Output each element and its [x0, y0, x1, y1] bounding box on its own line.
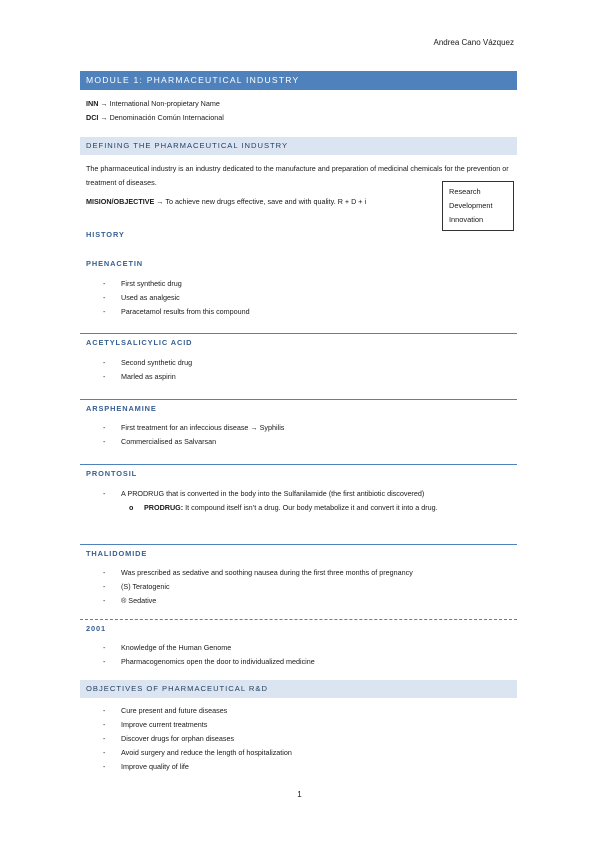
page-number: 1	[297, 790, 302, 799]
bullet-dash: -	[103, 643, 106, 652]
bullet-dash: -	[103, 762, 106, 771]
bullet-dash: -	[103, 657, 106, 666]
rdi-box	[442, 181, 514, 231]
list-item	[103, 706, 227, 715]
list-item-text: Knowledge of the Human Genome	[121, 643, 232, 652]
list-item-text: Discover drugs for orphan diseases	[121, 734, 235, 743]
list-item	[103, 307, 250, 316]
list-item	[103, 279, 182, 288]
list-item	[103, 568, 413, 577]
list-item-text: Improve quality of life	[121, 762, 189, 771]
bullet-dash: -	[103, 279, 106, 288]
history-heading: HISTORY	[86, 230, 125, 239]
list-item	[103, 489, 424, 498]
thalidomide-heading: THALIDOMIDE	[86, 549, 148, 558]
list-item-text: Pharmacogenomics open the door to individualized medicine	[121, 657, 315, 666]
list-item-text: Improve current treatments	[121, 720, 208, 729]
section-heading-objectives: OBJECTIVES OF PHARMACEUTICAL R&D	[80, 680, 517, 698]
list-item-text: Second synthetic drug	[121, 358, 193, 367]
list-item-text: Avoid surgery and reduce the length of hospitalization	[121, 748, 292, 757]
list-item-text: Was prescribed as sedative and soothing nausea during the first three months of pregnancy	[121, 568, 413, 577]
bullet-dash: -	[103, 307, 106, 316]
bullet-dash: -	[103, 596, 106, 605]
bullet-dash: -	[103, 437, 106, 446]
bullet-dash: -	[103, 358, 106, 367]
module-title: MODULE 1: PHARMACEUTICAL INDUSTRY	[80, 71, 517, 90]
list-item-text: ® Sedative	[121, 596, 157, 605]
definition-abbr: DCI	[86, 113, 99, 122]
mission-line	[86, 197, 366, 206]
bullet-dash: -	[103, 568, 106, 577]
prontosil-heading: PRONTOSIL	[86, 469, 138, 478]
arrow-icon: →	[156, 197, 164, 206]
list-item-text: (S) Teratogenic	[121, 582, 170, 591]
bullet-dash: -	[103, 423, 106, 432]
rdi-research: Research	[449, 187, 481, 196]
list-item	[103, 734, 234, 743]
list-item-text: First treatment for an infeccious disease → Syphilis	[121, 423, 285, 432]
list-item-text: Used as analgesic	[121, 293, 180, 302]
list-item-text: Commercialised as Salvarsan	[121, 437, 217, 446]
list-item-text: Paracetamol results from this compound	[121, 307, 250, 316]
list-item	[103, 293, 180, 302]
bullet-dash: -	[103, 489, 106, 498]
mission-text: To achieve new drugs effective, save and with quality. R + D + i	[165, 197, 367, 206]
section-rule	[80, 464, 517, 465]
list-item-text: Marled as aspirin	[121, 372, 176, 381]
list-item-text: A PRODRUG that is converted in the body into the Sulfanilamide (the first antibiotic discovered)	[121, 489, 425, 498]
arsphenamine-heading: ARSPHENAMINE	[86, 404, 157, 413]
rdi-development: Development	[449, 201, 493, 210]
bullet-dash: -	[103, 734, 106, 743]
list-item	[103, 720, 207, 729]
list-item	[103, 643, 231, 652]
definition-dci	[86, 113, 224, 122]
list-item	[103, 762, 189, 771]
list-item	[103, 582, 170, 591]
definition-abbr: INN	[86, 99, 99, 108]
bullet-dash: -	[103, 582, 106, 591]
phenacetin-heading: PHENACETIN	[86, 259, 144, 268]
arrow-icon: →	[100, 99, 108, 108]
sub-bullet-marker: o	[129, 503, 134, 512]
prodrug-text: It compound itself isn’t a drug. Our body metabolize it and convert it into a drug.	[185, 503, 438, 512]
bullet-dash: -	[103, 706, 106, 715]
author-name: Andrea Cano Vázquez	[433, 38, 514, 47]
section-rule	[80, 333, 517, 334]
defining-paragraph: The pharmaceutical industry is an industry dedicated to the manufacture and preparation of medicinal chemicals for the prevention or treatment of diseases.	[86, 164, 509, 187]
bullet-dash: -	[103, 372, 106, 381]
list-item-text: Cure present and future diseases	[121, 706, 228, 715]
list-item	[103, 657, 315, 666]
list-item-text: First synthetic drug	[121, 279, 182, 288]
section-rule	[80, 399, 517, 400]
list-item	[103, 372, 176, 381]
mission-label: MISION/OBJECTIVE	[86, 197, 155, 206]
definition-inn	[86, 99, 220, 108]
list-item	[103, 423, 284, 432]
definition-text: International Non-propietary Name	[109, 99, 220, 108]
arrow-icon: →	[100, 113, 108, 122]
section-rule	[80, 619, 517, 620]
acetylsalicylic-heading: ACETYLSALICYLIC ACID	[86, 338, 193, 347]
list-item	[103, 748, 292, 757]
bullet-dash: -	[103, 720, 106, 729]
section-heading-defining: DEFINING THE PHARMACEUTICAL INDUSTRY	[80, 137, 517, 155]
section-rule	[80, 544, 517, 545]
bullet-dash: -	[103, 748, 106, 757]
sub-list-item	[129, 501, 514, 515]
list-item	[103, 437, 216, 446]
rdi-innovation: Innovation	[449, 215, 484, 224]
bullet-dash: -	[103, 293, 106, 302]
year-2001-heading: 2001	[86, 624, 107, 633]
prodrug-label: PRODRUG:	[144, 503, 184, 512]
definition-text: Denominación Común Internacional	[109, 113, 224, 122]
list-item	[103, 596, 156, 605]
list-item	[103, 358, 192, 367]
